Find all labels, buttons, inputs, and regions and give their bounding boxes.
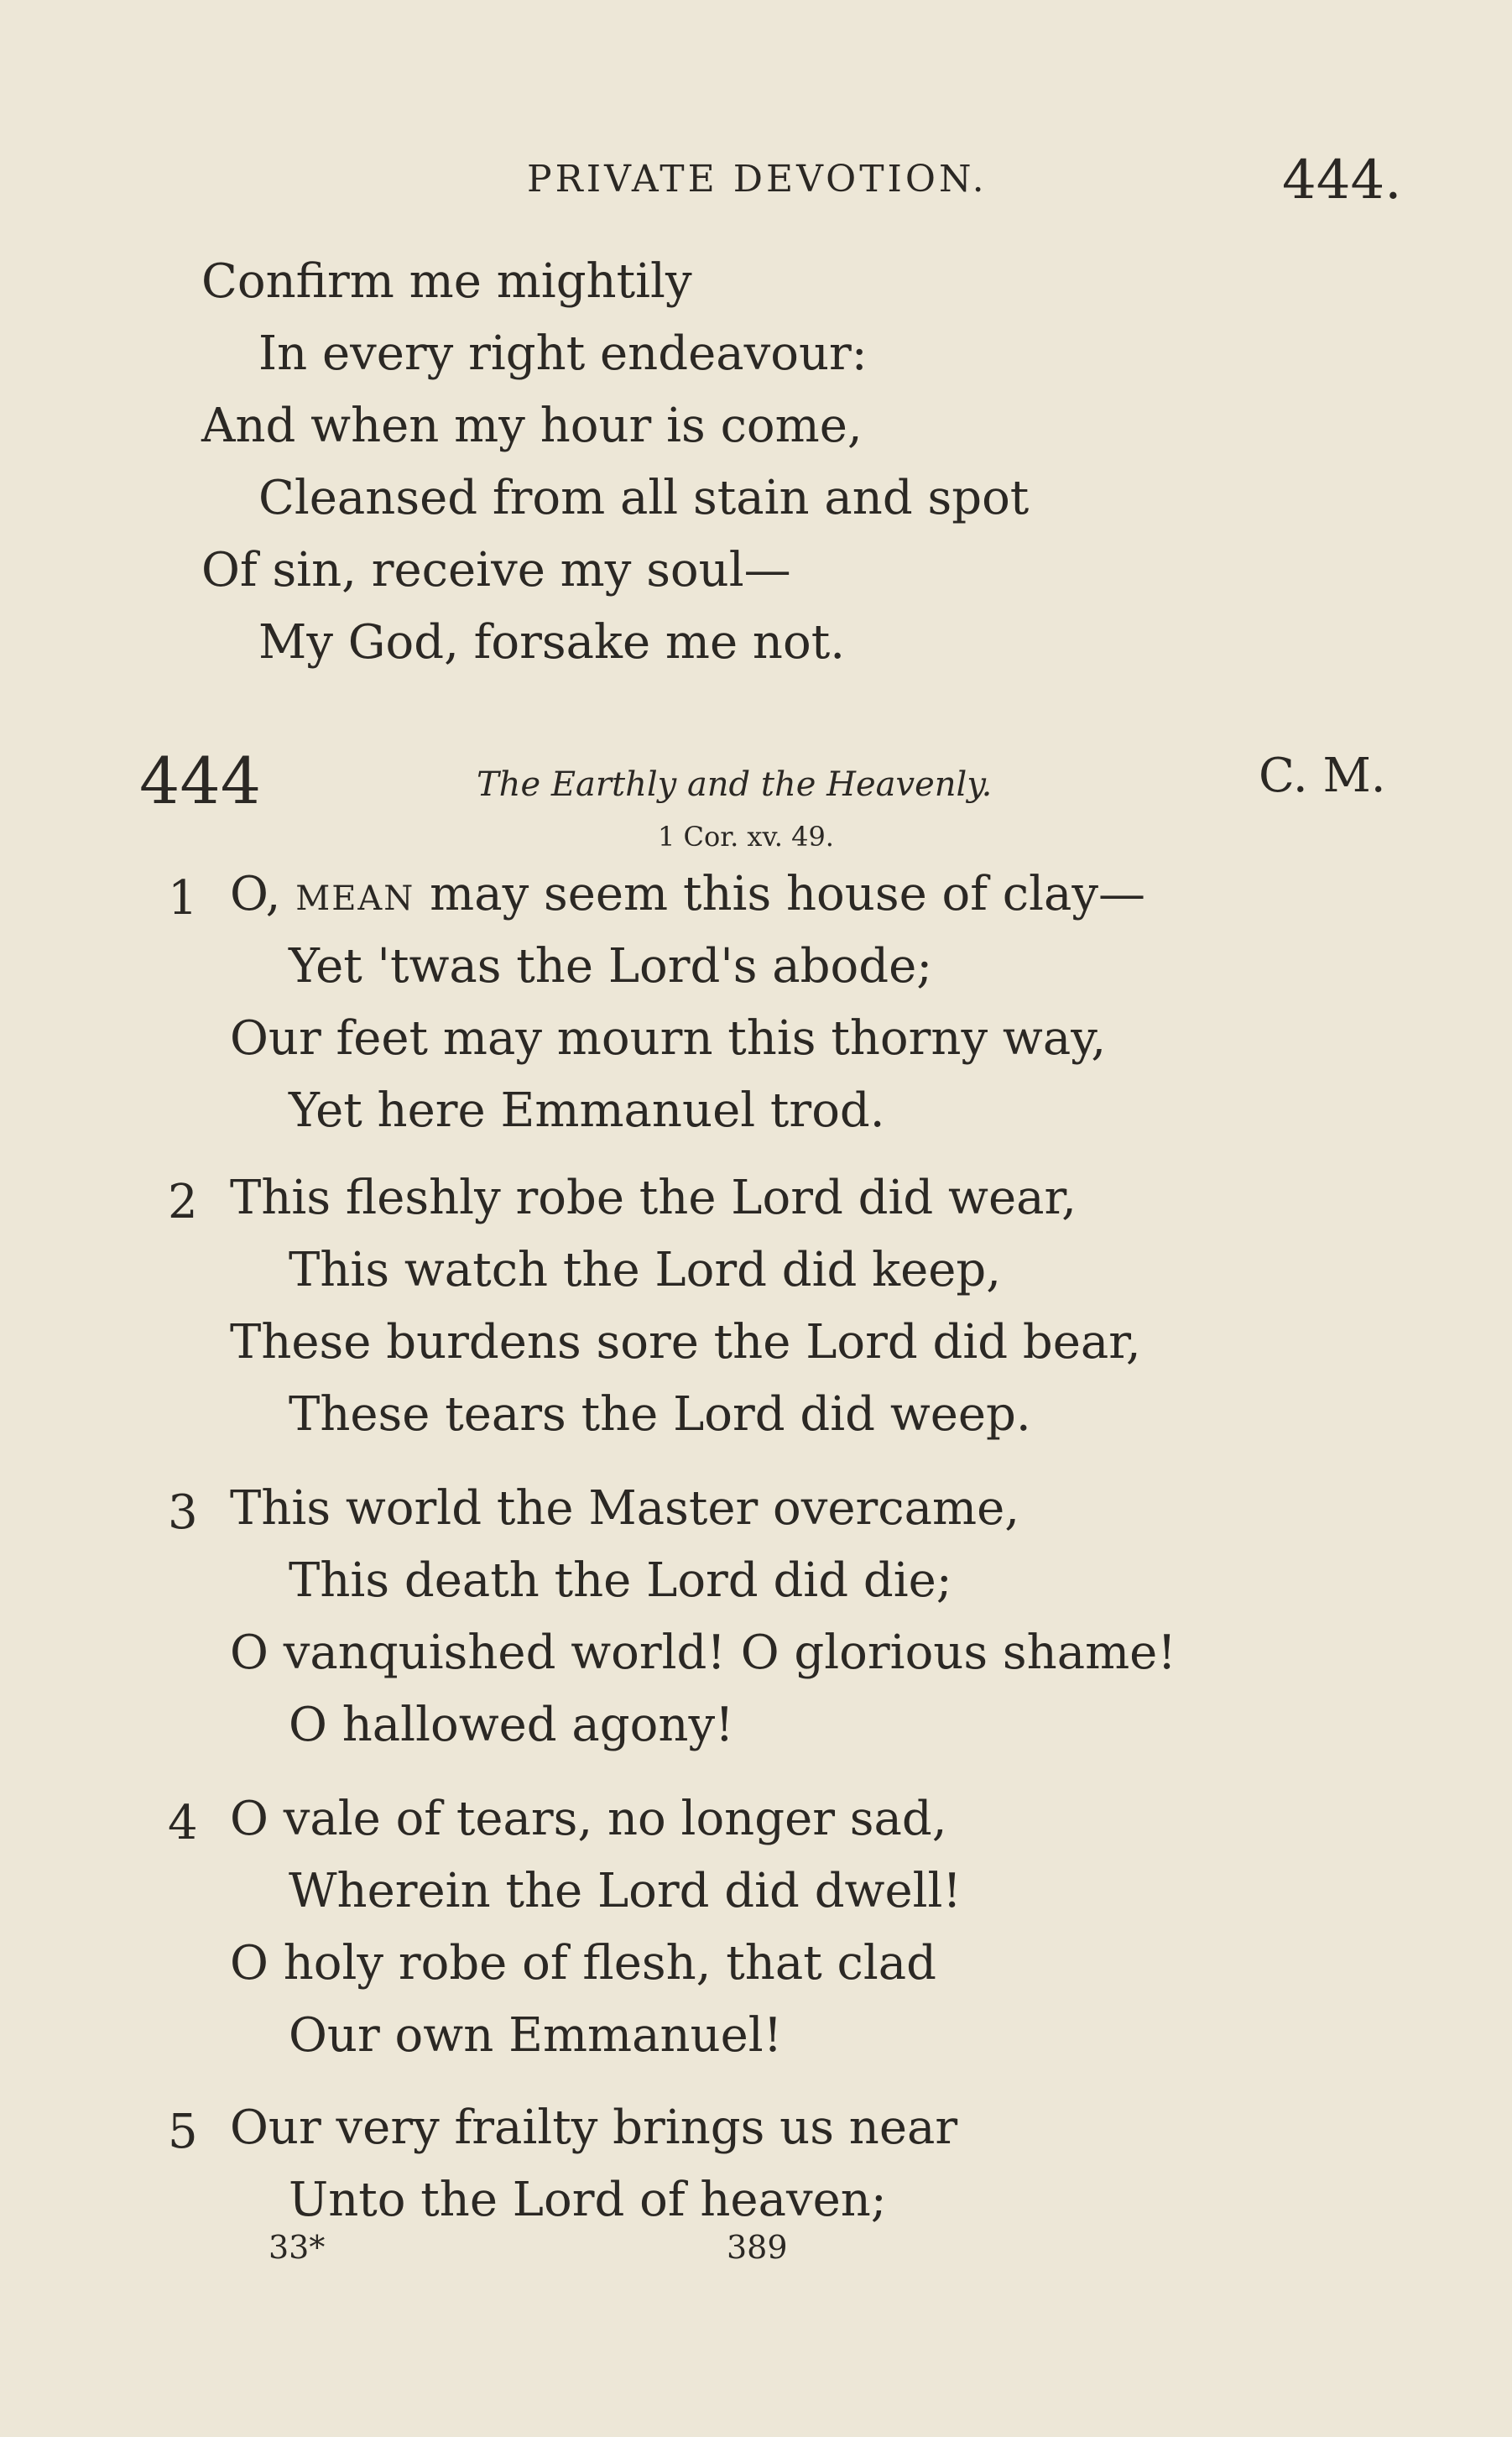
stanza-line: O hallowed agony! (289, 1698, 734, 1752)
prev-hymn-line: Of sin, receive my soul— (201, 543, 791, 598)
stanza-line: O vale of tears, no longer sad, (230, 1792, 947, 1846)
stanza-line: This world the Master overcame, (230, 1481, 1020, 1536)
stanza-number: 4 (168, 1796, 198, 1850)
stanza-number: 1 (168, 871, 198, 926)
prev-hymn-line: My God, forsake me not. (258, 615, 846, 670)
hymn-number: 444 (139, 744, 262, 818)
hymn-meter: C. M. (1259, 749, 1386, 803)
signature-mark: 33* (269, 2229, 326, 2266)
stanza-line: Unto the Lord of heaven; (289, 2173, 887, 2227)
prev-hymn-line: Confirm me mightily (201, 254, 692, 309)
stanza-line: Wherein the Lord did dwell! (289, 1864, 962, 1918)
prev-hymn-line: Cleansed from all stain and spot (258, 471, 1030, 525)
stanza-first-word: O, (230, 867, 281, 921)
stanza-number: 5 (168, 2105, 198, 2159)
stanza-line: Our feet may mourn this thorny way, (230, 1011, 1107, 1066)
scripture-reference: 1 Cor. xv. 49. (658, 821, 834, 853)
stanza-small-caps-word: MEAN (295, 879, 415, 918)
prev-hymn-line: And when my hour is come, (201, 399, 863, 453)
stanza-line: These burdens sore the Lord did bear, (230, 1315, 1141, 1370)
stanza-line: Our very frailty brings us near (230, 2100, 958, 2155)
folio-number: 389 (727, 2229, 788, 2266)
running-title: PRIVATE DEVOTION. (527, 158, 988, 201)
stanza-line: Our own Emmanuel! (289, 2008, 783, 2063)
stanza-number: 2 (168, 1175, 198, 1229)
stanza-line: These tears the Lord did weep. (289, 1387, 1031, 1442)
stanza-line: O holy robe of flesh, that clad (230, 1936, 937, 1991)
stanza-line-rest: may seem this house of clay— (430, 867, 1146, 921)
prev-hymn-line: In every right endeavour: (258, 326, 868, 381)
hymn-title: The Earthly and the Heavenly. (477, 765, 993, 804)
stanza-line (230, 867, 1146, 921)
stanza-line: O vanquished world! O glorious shame! (230, 1626, 1176, 1680)
page-number: 444. (1282, 149, 1402, 211)
stanza-line: This watch the Lord did keep, (289, 1243, 1002, 1297)
stanza-line: This fleshly robe the Lord did wear, (230, 1171, 1077, 1225)
stanza-line: This death the Lord did die; (289, 1553, 952, 1608)
stanza-number: 3 (168, 1485, 198, 1540)
stanza-line: Yet here Emmanuel trod. (289, 1083, 885, 1138)
stanza-line: Yet 'twas the Lord's abode; (289, 939, 933, 994)
